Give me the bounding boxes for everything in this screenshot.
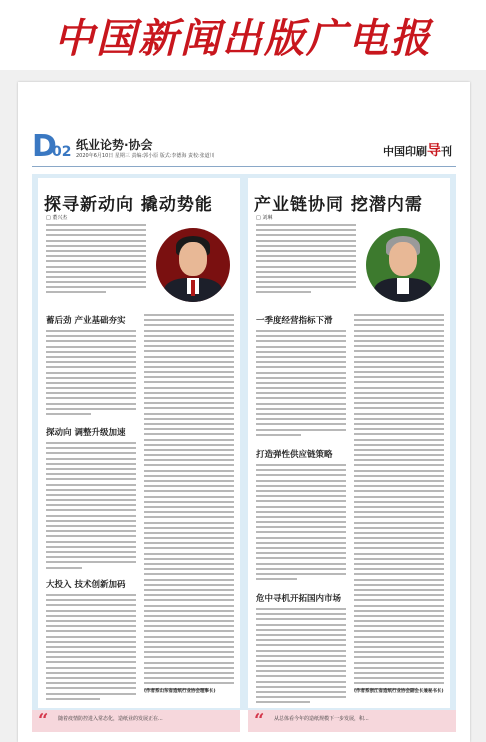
quote-mark-icon: “ (254, 710, 265, 731)
right-subhead-2: 打造弹性供应链策略 (256, 450, 333, 460)
left-article-credit: (作者系山东省造纸行业协会理事长) (144, 689, 216, 694)
newspaper-masthead (0, 0, 486, 70)
left-col1-text-1 (46, 330, 136, 418)
brand-name (383, 140, 452, 160)
right-col1-text-3 (256, 608, 346, 707)
left-subhead-3: 大投入 技术创新加码 (46, 580, 126, 590)
left-article-author: □ 董兴杰 (46, 215, 68, 221)
left-subhead-1: 蓄后劲 产业基础夯实 (46, 316, 126, 326)
newspaper-page (18, 82, 470, 742)
page-header (32, 129, 456, 167)
page-letter: D (32, 129, 57, 164)
brand-accent: 导 (427, 143, 441, 159)
left-intro-text (46, 224, 146, 297)
brand-right: 刊 (441, 145, 452, 158)
right-col2-text (354, 314, 444, 693)
right-article-title: 产业链协同 挖潜内需 (254, 195, 423, 215)
right-col1-text-1 (256, 330, 346, 439)
right-col1-text-2 (256, 464, 346, 583)
quote-mark-icon: “ (38, 710, 49, 731)
page-number: 02 (52, 144, 72, 160)
left-col1-text-2 (46, 442, 136, 572)
masthead-title: 中国新闻出版广电报 (54, 14, 432, 62)
brand-left: 中国印刷 (383, 145, 427, 158)
left-article (38, 178, 240, 708)
right-quote-text: 从总体看今年的造纸规模下一步发展，积... (274, 716, 369, 722)
right-article (248, 178, 450, 708)
section-title: 纸业论势·协会 (76, 138, 153, 152)
issue-meta: 2020年6月10日 星期三 责编:郭小原 版式:李德海 责校:张道川 (76, 153, 215, 159)
right-article-credit: (作者系浙江省造纸行业协会副会长兼秘书长) (354, 689, 444, 694)
right-author-photo (366, 228, 440, 302)
right-pull-quote (248, 710, 456, 732)
right-subhead-1: 一季度经营指标下滑 (256, 316, 333, 326)
right-subhead-3: 危中寻机开拓国内市场 (256, 594, 342, 604)
right-article-author: □ 刘琳 (256, 215, 273, 221)
left-col2-text (144, 314, 234, 693)
left-pull-quote (32, 710, 240, 732)
right-intro-text (256, 224, 356, 297)
left-col1-text-3 (46, 594, 136, 703)
left-author-photo (156, 228, 230, 302)
left-quote-text: 随着疫情防控进入常态化，造纸业的发展正在... (58, 716, 163, 722)
content-area (32, 174, 456, 710)
left-subhead-2: 探动向 调整升级加速 (46, 428, 126, 438)
left-article-title: 探寻新动向 撬动势能 (44, 195, 213, 215)
